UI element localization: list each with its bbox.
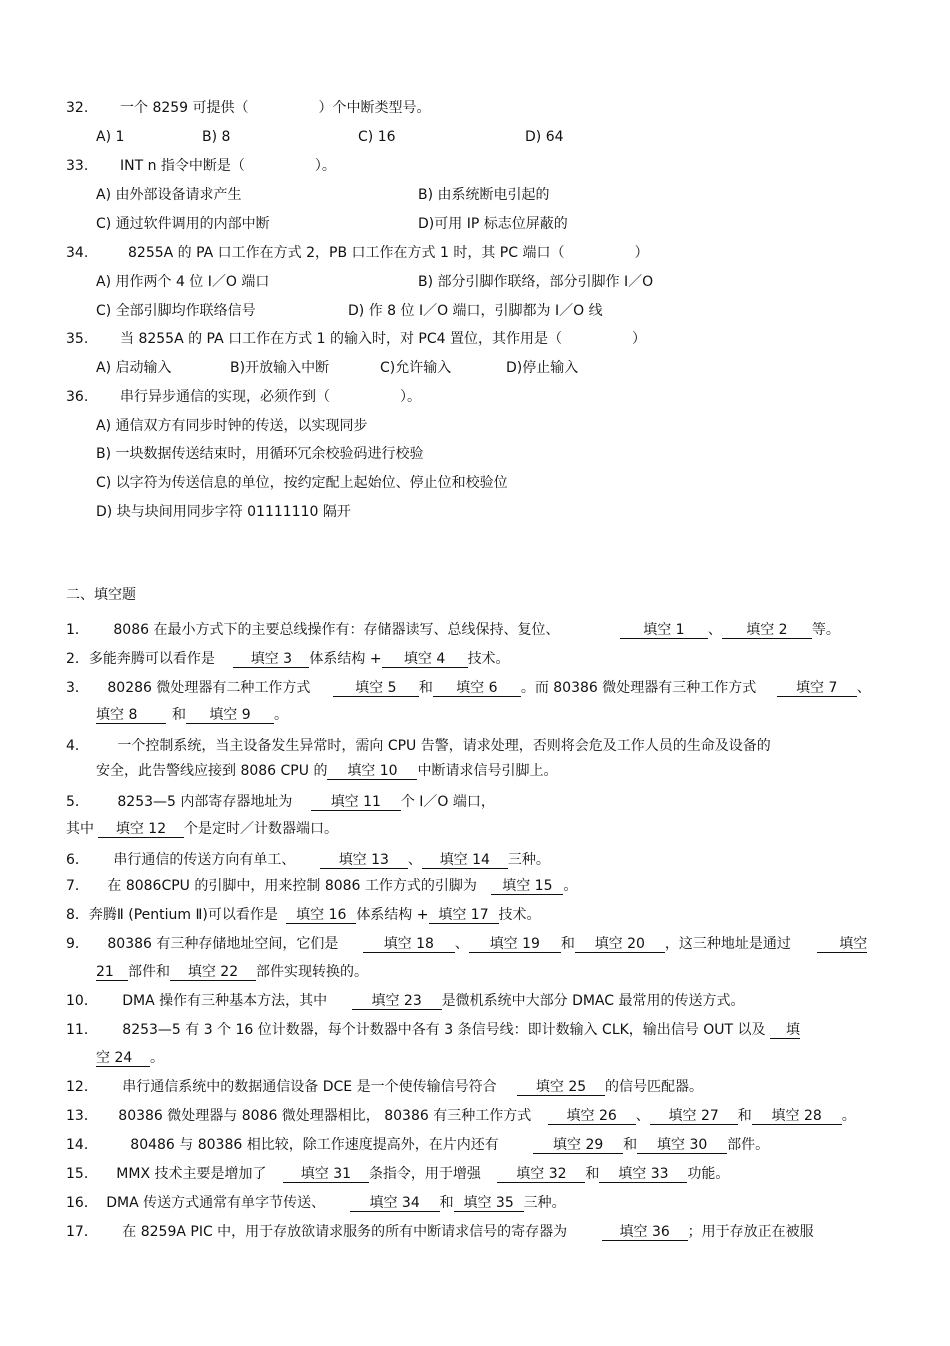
question-number: 16． [66,1195,98,1211]
question-text: INT n 指令中断是（ ）。 [120,158,336,174]
question-text: 体系结构 + [309,651,382,667]
question-tail: 部件。 [727,1137,770,1153]
blank-15[interactable]: 填空 15 [491,878,563,895]
question-text: 。而 80386 微处理器有三种工作方式 [520,680,757,696]
question-text: 和 [560,936,575,952]
blank-32[interactable]: 填空 32 [497,1166,585,1183]
question-tail: 个是定时／计数器端口。 [184,821,338,837]
question-tail: 技术。 [467,651,510,667]
blank-11[interactable]: 填空 11 [311,794,401,811]
fill-question-15 [66,1165,729,1183]
question-number: 1． [66,622,89,638]
question-number: 35. [66,331,89,347]
question-tail: 部件实现转换的。 [256,964,368,980]
fill-question-8 [66,906,541,924]
question-tail: ；用于存放正在被服 [687,1224,814,1240]
question-number: 8． [66,907,89,923]
question-number: 12． [66,1079,98,1095]
question-number: 33. [66,158,89,174]
question-text: DMA 操作有三种基本方法，其中 [122,993,328,1009]
blank-30[interactable]: 填空 30 [637,1137,727,1154]
blank-27[interactable]: 填空 27 [650,1108,738,1125]
blank-13[interactable]: 填空 13 [320,852,408,869]
option-d: D) 64 [525,129,564,145]
separator: 、 [407,852,422,868]
option-d: D)可用 IP 标志位屏蔽的 [418,216,568,232]
separator: 、 [707,622,722,638]
question-text: 和 [585,1166,600,1182]
blank-36[interactable]: 填空 36 [602,1224,688,1241]
question-number: 5． [66,794,89,810]
option-b: B) 部分引脚作联络，部分引脚作 I／O [418,274,654,290]
question-text: 多能奔腾可以看作是 [88,651,215,667]
question-text: 80386 有三种存储地址空间，它们是 [107,936,339,952]
blank-24-part[interactable]: 填 [770,1022,800,1039]
question-number: 3． [66,680,89,696]
question-text: 在 8086CPU 的引脚中，用来控制 8086 工作方式的引脚为 [107,878,477,894]
question-number: 17． [66,1224,98,1240]
option-d: D)停止输入 [506,360,579,376]
blank-23[interactable]: 填空 23 [352,993,442,1010]
blank-8[interactable]: 填空 8 [96,707,166,724]
option-b: B) 8 [202,129,231,145]
question-text: 8086 在最小方式下的主要总线操作有：存储器读写、总线保持、复位、 [113,622,560,638]
option-d: D) 作 8 位 I／O 端口，引脚都为 I／O 线 [348,303,603,319]
question-text: 和 [439,1195,454,1211]
question-text: 部件和 [128,964,170,980]
question-text: DMA 传送方式通常有单字节传送、 [106,1195,326,1211]
blank-17[interactable]: 填空 17 [429,907,499,924]
fill-question-9-cont [96,963,368,981]
fill-question-5-cont [66,820,338,838]
fill-question-1 [66,621,840,639]
question-tail: 。 [274,707,288,723]
question-number: 4． [66,738,89,754]
blank-34[interactable]: 填空 34 [350,1195,440,1212]
question-text: 一个控制系统，当主设备发生异常时，需向 CPU 告警，请求处理，否则将会危及工作人员的生命及设备的 [117,738,771,754]
blank-20[interactable]: 填空 20 [575,936,665,953]
question-text: 80486 与 80386 相比较，除工作速度提高外，在片内还有 [130,1137,499,1153]
question-text: 串行异步通信的实现，必须作到（ ）。 [120,389,421,405]
question-tail: 。 [563,878,578,894]
fill-question-12 [66,1078,703,1096]
question-text: 其中 [66,821,94,837]
blank-31[interactable]: 填空 31 [283,1166,369,1183]
option-a: A) 用作两个 4 位 I／O 端口 [96,274,270,290]
question-text: 和 [623,1137,638,1153]
question-number: 11． [66,1022,98,1038]
fill-question-3 [66,679,871,697]
question-tail: 的信号匹配器。 [605,1079,704,1095]
fill-question-13 [66,1107,856,1125]
blank-4[interactable]: 填空 4 [382,651,468,668]
blank-3[interactable]: 填空 3 [233,651,309,668]
option-c: C) 16 [358,129,396,145]
question-text: 奔腾Ⅱ (Pentium Ⅱ)可以看作是 [88,907,278,923]
fill-question-5 [66,793,495,811]
question-text: 8253—5 内部寄存器地址为 [117,794,293,810]
question-tail: 是微机系统中大部分 DMAC 最常用的传送方式。 [441,993,745,1009]
fill-question-4 [66,737,771,755]
question-number: 34. [66,245,89,261]
question-number: 6． [66,852,89,868]
blank-7[interactable]: 填空 7 [777,680,857,697]
question-tail: 中断请求信号引脚上。 [417,763,558,779]
question-text: 当 8255A 的 PA 口工作在方式 1 的输入时，对 PC4 置位，其作用是（ ） [120,331,646,347]
section-title: 二、填空题 [66,587,136,603]
option-d: D) 块与块间用同步字符 01111110 隔开 [96,504,351,520]
question-text: 8255A 的 PA 口工作在方式 2，PB 口工作在方式 1 时，其 PC 端口（ ） [128,245,649,261]
question-tail: 三种。 [523,1195,566,1211]
question-tail: 三种。 [507,852,550,868]
option-a: A) 1 [96,129,125,145]
question-number: 15． [66,1166,98,1182]
fill-question-14 [66,1136,769,1154]
question-number: 36. [66,389,89,405]
question-text: 一个 8259 可提供（ ）个中断类型号。 [120,100,431,116]
blank-10[interactable]: 填空 10 [327,763,417,780]
question-text: 和 [418,680,433,696]
blank-1[interactable]: 填空 1 [620,622,708,639]
question-tail: 。 [150,1050,164,1066]
question-text: 安全，此告警线应接到 8086 CPU 的 [96,763,328,779]
fill-question-11-cont [96,1049,164,1067]
question-number: 9． [66,936,89,952]
question-text: 在 8259A PIC 中，用于存放欲请求服务的所有中断请求信号的寄存器为 [122,1224,568,1240]
fill-question-16 [66,1194,566,1212]
question-number: 2． [66,651,89,667]
option-b: B)开放输入中断 [230,360,330,376]
question-number: 14． [66,1137,98,1153]
blank-14[interactable]: 填空 14 [422,852,508,869]
blank-12[interactable]: 填空 12 [98,821,184,838]
question-number: 32. [66,100,89,116]
question-number: 7． [66,878,89,894]
question-text: MMX 技术主要是增加了 [116,1166,267,1182]
fill-question-6 [66,851,550,869]
blank-21-part[interactable]: 填空 [817,936,867,953]
question-number: 13． [66,1108,98,1124]
fill-question-2 [66,650,510,668]
option-c: C)允许输入 [380,360,452,376]
blank-35[interactable]: 填空 35 [454,1195,524,1212]
blank-22[interactable]: 填空 22 [170,964,256,981]
blank-21[interactable]: 21 [96,964,128,981]
option-a: A) 启动输入 [96,360,172,376]
question-text: 串行通信系统中的数据通信设备 DCE 是一个使传输信号符合 [122,1079,497,1095]
blank-6[interactable]: 填空 6 [433,680,521,697]
question-text: 个 I／O 端口， [400,794,495,810]
blank-18[interactable]: 填空 18 [363,936,455,953]
option-b: B) 由系统断电引起的 [418,187,550,203]
question-text: 8253—5 有 3 个 16 位计数器，每个计数器中各有 3 条信号线：即计数输入 CLK，输出信号 OUT 以及 [122,1022,766,1038]
blank-29[interactable]: 填空 29 [533,1137,623,1154]
separator: 、 [454,936,469,952]
blank-33[interactable]: 填空 33 [599,1166,687,1183]
question-text: 条指令，用于增强 [368,1166,481,1182]
blank-5[interactable]: 填空 5 [333,680,419,697]
question-tail: 等。 [811,622,840,638]
fill-question-11 [66,1021,800,1039]
blank-24[interactable]: 空 24 [96,1050,150,1067]
question-32 [66,99,88,117]
question-text: 串行通信的传送方向有单工、 [113,852,296,868]
blank-2[interactable]: 填空 2 [722,622,812,639]
fill-question-17 [66,1223,814,1241]
option-c: C) 以字符为传送信息的单位，按约定配上起始位、停止位和校验位 [96,475,508,491]
option-a: A) 由外部设备请求产生 [96,187,242,203]
question-number: 10． [66,993,98,1009]
fill-question-7 [66,877,577,895]
blank-16[interactable]: 填空 16 [286,907,356,924]
question-text: ，这三种地址是通过 [664,936,791,952]
option-b: B) 一块数据传送结束时，用循环冗余校验码进行校验 [96,446,424,462]
question-text: 和 [172,707,186,723]
question-text: 80386 微处理器与 8086 微处理器相比， 80386 有三种工作方式 [118,1108,532,1124]
question-text: 80286 微处理器有二种工作方式 [107,680,311,696]
option-a: A) 通信双方有同步时钟的传送，以实现同步 [96,418,368,434]
fill-question-10 [66,992,745,1010]
question-tail: 功能。 [687,1166,730,1182]
blank-9[interactable]: 填空 9 [186,707,274,724]
question-text: 和 [737,1108,752,1124]
option-c: C) 全部引脚均作联络信号 [96,303,256,319]
question-text: 体系结构 + [356,907,429,923]
option-c: C) 通过软件调用的内部中断 [96,216,270,232]
separator: 、 [856,680,871,696]
question-tail: 技术。 [498,907,541,923]
fill-question-3-cont [96,706,288,724]
question-tail: 。 [841,1108,856,1124]
blank-25[interactable]: 填空 25 [517,1079,605,1096]
blank-28[interactable]: 填空 28 [752,1108,842,1125]
separator: 、 [635,1108,650,1124]
blank-26[interactable]: 填空 26 [548,1108,636,1125]
blank-19[interactable]: 填空 19 [469,936,561,953]
fill-question-9 [66,935,867,953]
fill-question-4-cont [96,762,557,780]
